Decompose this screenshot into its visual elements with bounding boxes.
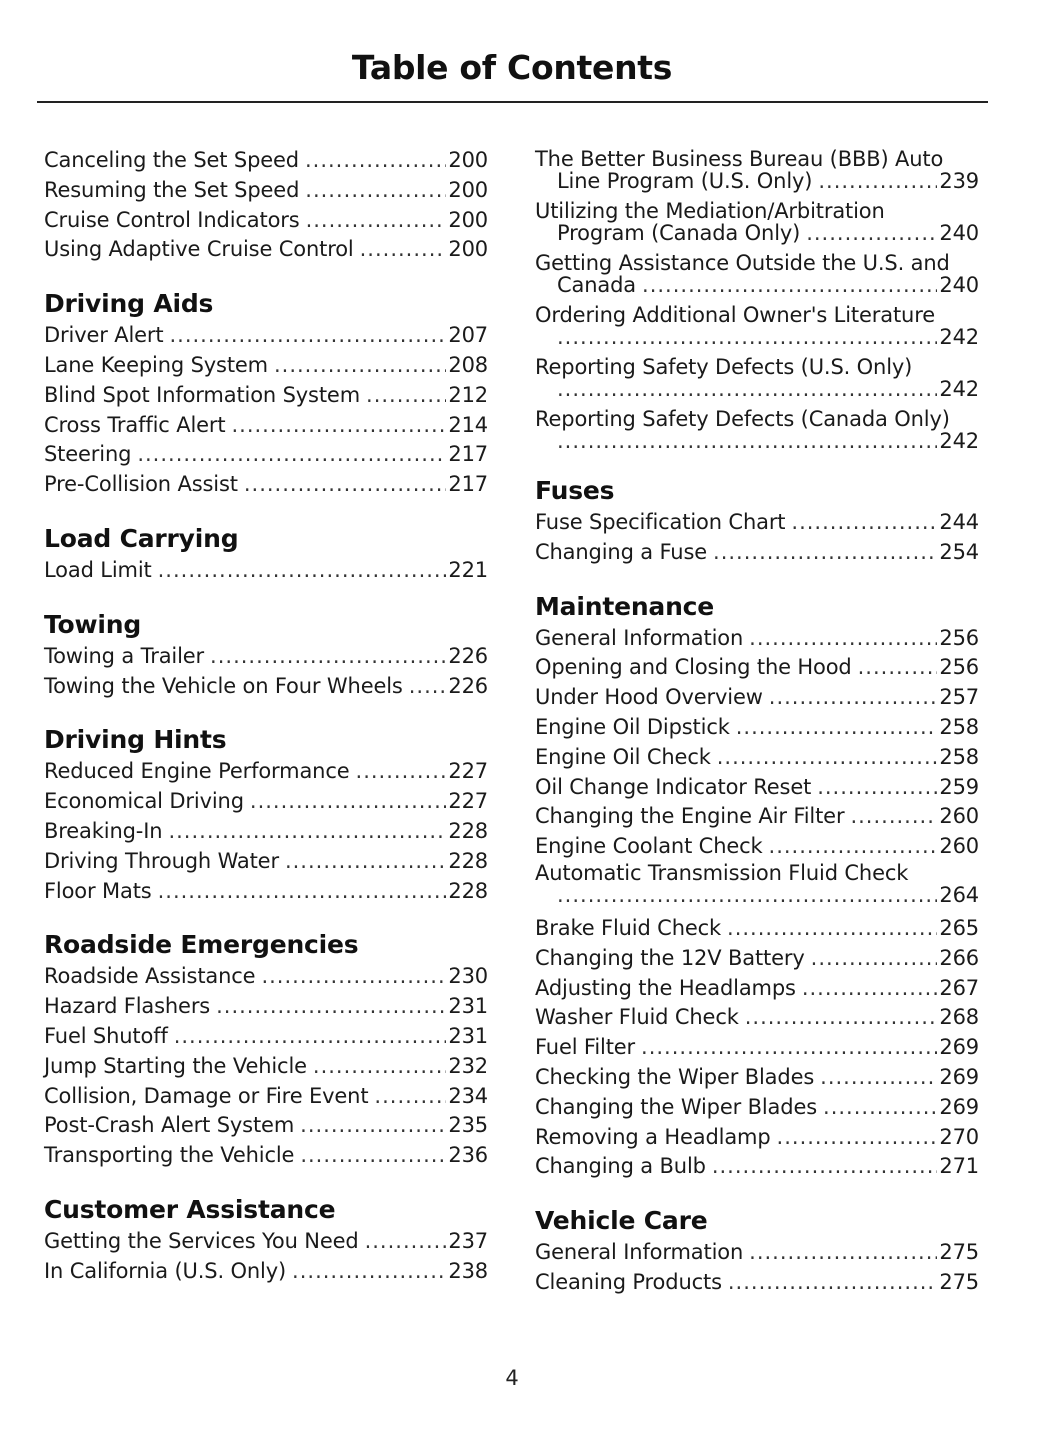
entry-continuation <box>535 170 979 192</box>
entry-title: Engine Coolant Check <box>535 834 763 859</box>
entry-title-continued: Program (Canada Only) <box>557 221 801 245</box>
dot-leader <box>769 832 938 862</box>
dot-leader <box>285 847 446 877</box>
entry-title: Changing the Engine Air Filter <box>535 804 845 829</box>
entry-page-number: 240 <box>939 221 979 245</box>
dot-leader <box>557 378 937 400</box>
entry-page-number: 240 <box>939 273 979 297</box>
entry-page-number: 269 <box>939 1064 979 1089</box>
dot-leader <box>306 206 447 236</box>
entry-page-number: 200 <box>448 177 488 202</box>
toc-entry[interactable] <box>44 847 488 877</box>
dot-leader <box>858 653 938 683</box>
toc-entry[interactable] <box>535 1238 979 1268</box>
toc-entry[interactable] <box>535 408 979 452</box>
entry-page-number: 242 <box>939 429 979 453</box>
entry-page-number: 256 <box>939 655 979 680</box>
entry-title: Jump Starting the Vehicle <box>44 1053 307 1078</box>
toc-entry[interactable] <box>44 1227 488 1257</box>
dot-leader <box>360 235 447 265</box>
entry-title: Fuel Shutoff <box>44 1023 168 1048</box>
entry-page-number: 235 <box>448 1113 488 1138</box>
toc-section <box>44 928 488 1171</box>
entry-page-number: 217 <box>448 472 488 497</box>
entry-page-number: 264 <box>939 882 979 907</box>
entry-title: Under Hood Overview <box>535 685 763 710</box>
toc-entry[interactable] <box>535 508 979 538</box>
entry-title: Automatic Transmission Fluid Check <box>535 860 909 885</box>
toc-entry[interactable] <box>535 356 979 400</box>
left-column <box>44 146 488 1309</box>
toc-entry[interactable] <box>44 877 488 907</box>
toc-section <box>44 1193 488 1287</box>
toc-entry[interactable] <box>535 802 979 832</box>
entry-page-number: 266 <box>939 945 979 970</box>
entry-title: General Information <box>535 625 744 650</box>
entry-title: Lane Keeping System <box>44 352 268 377</box>
toc-entry[interactable] <box>44 440 488 470</box>
dot-leader <box>713 538 937 568</box>
toc-entry[interactable] <box>535 713 979 743</box>
entry-page-number: 271 <box>939 1154 979 1179</box>
entry-title: Getting Assistance Outside the U.S. and <box>535 251 950 275</box>
entry-page-number: 260 <box>939 804 979 829</box>
entry-continuation <box>535 430 979 452</box>
dot-leader <box>820 1063 937 1093</box>
toc-entry[interactable] <box>44 1052 488 1082</box>
toc-entry[interactable] <box>535 653 979 683</box>
entry-title: Fuel Filter <box>535 1035 636 1060</box>
entry-title: General Information <box>535 1240 744 1265</box>
toc-entry[interactable] <box>535 1093 979 1123</box>
right-column <box>535 146 979 1320</box>
toc-entry[interactable] <box>44 146 488 176</box>
dot-leader <box>727 914 937 944</box>
toc-section <box>44 723 488 906</box>
entry-title: Opening and Closing the Hood <box>535 655 852 680</box>
dot-leader <box>231 411 446 441</box>
toc-entry[interactable] <box>535 1152 979 1182</box>
entry-page-number: 227 <box>448 759 488 784</box>
dot-leader <box>374 1082 446 1112</box>
entry-title: Utilizing the Mediation/Arbitration <box>535 199 885 223</box>
toc-section <box>44 287 488 500</box>
entry-title: Changing the 12V Battery <box>535 945 805 970</box>
toc-entry[interactable] <box>44 817 488 847</box>
toc-entry[interactable] <box>535 743 979 773</box>
entry-title: Towing the Vehicle on Four Wheels <box>44 673 403 698</box>
dot-leader <box>210 642 446 672</box>
entry-title: Reporting Safety Defects (U.S. Only) <box>535 355 913 379</box>
dot-leader <box>409 672 447 702</box>
toc-entry[interactable] <box>44 176 488 206</box>
page-number: 4 <box>505 1366 519 1390</box>
entry-page-number: 238 <box>448 1258 488 1283</box>
entry-title: Getting the Services You Need <box>44 1228 359 1253</box>
section-heading: Roadside Emergencies <box>44 930 359 960</box>
entry-page-number: 234 <box>448 1083 488 1108</box>
dot-leader <box>712 1152 938 1182</box>
dot-leader <box>168 817 446 847</box>
entry-page-number: 200 <box>448 148 488 172</box>
entry-title: Engine Oil Dipstick <box>535 714 730 739</box>
entry-page-number: 236 <box>448 1143 488 1168</box>
toc-entry[interactable] <box>44 787 488 817</box>
entry-title: In California (U.S. Only) <box>44 1258 287 1283</box>
entry-title: Changing a Bulb <box>535 1154 706 1179</box>
section-heading: Customer Assistance <box>44 1194 336 1224</box>
left-sections <box>44 287 488 1286</box>
dot-leader <box>366 381 446 411</box>
entry-title: Floor Mats <box>44 878 152 903</box>
toc-section <box>535 590 979 1183</box>
dot-leader <box>557 430 937 452</box>
entry-page-number: 226 <box>448 643 488 668</box>
dot-leader <box>292 1257 446 1287</box>
entry-page-number: 230 <box>448 964 488 989</box>
toc-entry[interactable] <box>535 624 979 654</box>
toc-entry[interactable] <box>535 1003 979 1033</box>
entry-page-number: 256 <box>939 625 979 650</box>
entry-title: Pre-Collision Assist <box>44 472 238 497</box>
entry-page-number: 207 <box>448 323 488 348</box>
dot-leader <box>261 962 446 992</box>
toc-entry[interactable] <box>44 206 488 236</box>
toc-entry[interactable] <box>44 351 488 381</box>
entry-page-number: 244 <box>939 510 979 534</box>
entry-title: Brake Fluid Check <box>535 915 722 940</box>
toc-entry[interactable] <box>535 148 979 192</box>
entry-page-number: 208 <box>448 352 488 377</box>
entry-title: Checking the Wiper Blades <box>535 1064 815 1089</box>
toc-entry[interactable] <box>535 1033 979 1063</box>
toc-entry[interactable] <box>44 411 488 441</box>
dot-leader <box>791 508 937 538</box>
toc-entry[interactable] <box>44 962 488 992</box>
toc-entry[interactable] <box>44 470 488 500</box>
entry-page-number: 228 <box>448 878 488 903</box>
entry-continuation <box>535 378 979 400</box>
dot-leader <box>216 992 446 1022</box>
dot-leader <box>736 713 938 743</box>
entry-page-number: 214 <box>448 412 488 437</box>
entry-page-number: 200 <box>448 207 488 232</box>
entry-page-number: 237 <box>448 1228 488 1253</box>
toc-section <box>535 1204 979 1298</box>
entry-title: Towing a Trailer <box>44 643 205 668</box>
left-intro-list <box>44 146 488 265</box>
entry-title: Removing a Headlamp <box>535 1124 771 1149</box>
toc-entry[interactable] <box>44 757 488 787</box>
dot-leader <box>818 170 937 192</box>
dot-leader <box>728 1268 937 1298</box>
entry-page-number: 257 <box>939 685 979 710</box>
entry-page-number: 258 <box>939 714 979 739</box>
entry-continuation <box>535 222 979 244</box>
toc-entry[interactable] <box>535 914 979 944</box>
entry-title: Engine Oil Check <box>535 744 711 769</box>
dot-leader <box>174 1022 447 1052</box>
entry-page-number: 228 <box>448 848 488 873</box>
right-sections <box>535 474 979 1298</box>
entry-title: Collision, Damage or Fire Event <box>44 1083 369 1108</box>
entry-title: Changing the Wiper Blades <box>535 1094 818 1119</box>
entry-page-number: 200 <box>448 237 488 262</box>
entry-page-number: 231 <box>448 994 488 1019</box>
right-intro-list <box>535 148 979 452</box>
dot-leader <box>250 787 446 817</box>
entry-page-number: 260 <box>939 834 979 859</box>
toc-entry[interactable] <box>44 1082 488 1112</box>
entry-title: Driver Alert <box>44 323 164 348</box>
entry-title: Steering <box>44 442 132 467</box>
toc-entry[interactable] <box>44 381 488 411</box>
dot-leader <box>557 326 937 348</box>
entry-title: Load Limit <box>44 557 152 582</box>
entry-page-number: 232 <box>448 1053 488 1078</box>
entry-title: The Better Business Bureau (BBB) Auto <box>535 147 944 171</box>
entry-title: Cleaning Products <box>535 1269 722 1294</box>
entry-page-number: 212 <box>448 382 488 407</box>
entry-title: Transporting the Vehicle <box>44 1143 295 1168</box>
title-divider <box>37 101 988 103</box>
page-title: Table of Contents <box>351 48 673 87</box>
entry-title: Canceling the Set Speed <box>44 148 299 172</box>
entry-title: Resuming the Set Speed <box>44 177 300 202</box>
toc-entry[interactable] <box>535 862 979 906</box>
section-heading: Driving Aids <box>44 289 214 319</box>
entry-title: Cross Traffic Alert <box>44 412 226 437</box>
entry-title: Washer Fluid Check <box>535 1005 739 1030</box>
section-heading: Vehicle Care <box>535 1206 708 1236</box>
dot-leader <box>305 146 446 176</box>
entry-title: Blind Spot Information System <box>44 382 361 407</box>
dot-leader <box>749 1238 937 1268</box>
entry-title: Cruise Control Indicators <box>44 207 300 232</box>
entry-title: Adjusting the Headlamps <box>535 975 796 1000</box>
section-heading: Maintenance <box>535 591 715 621</box>
entry-title: Breaking-In <box>44 818 163 843</box>
toc-entry[interactable] <box>44 1022 488 1052</box>
entry-page-number: 269 <box>939 1094 979 1119</box>
entry-continuation <box>535 274 979 296</box>
entry-page-number: 259 <box>939 774 979 799</box>
dot-leader <box>300 1141 446 1171</box>
dot-leader <box>557 884 937 906</box>
toc-entry[interactable] <box>535 1268 979 1298</box>
dot-leader <box>305 176 446 206</box>
entry-title: Oil Change Indicator Reset <box>535 774 812 799</box>
toc-section <box>535 474 979 568</box>
dot-leader <box>365 1227 447 1257</box>
section-heading: Fuses <box>535 476 615 505</box>
dot-leader <box>244 470 447 500</box>
dot-leader <box>300 1111 446 1141</box>
entry-title-continued: Canada <box>557 273 637 297</box>
dot-leader <box>811 944 938 974</box>
dot-leader <box>642 274 937 296</box>
entry-page-number: 221 <box>448 557 488 582</box>
toc-entry[interactable] <box>44 672 488 702</box>
dot-leader <box>158 556 447 586</box>
section-heading: Load Carrying <box>44 523 239 553</box>
entry-page-number: 242 <box>939 325 979 349</box>
entry-page-number: 275 <box>939 1269 979 1294</box>
toc-entry[interactable] <box>535 683 979 713</box>
toc-entry[interactable] <box>44 235 488 265</box>
entry-title: Reduced Engine Performance <box>44 759 350 784</box>
entry-title: Economical Driving <box>44 789 244 814</box>
entry-title: Hazard Flashers <box>44 994 211 1019</box>
entry-page-number: 265 <box>939 915 979 940</box>
dot-leader <box>137 440 446 470</box>
entry-title: Driving Through Water <box>44 848 279 873</box>
toc-entry[interactable] <box>535 200 979 244</box>
toc-entry[interactable] <box>535 1123 979 1153</box>
entry-page-number: 258 <box>939 744 979 769</box>
dot-leader <box>777 1123 938 1153</box>
entry-page-number: 270 <box>939 1124 979 1149</box>
dot-leader <box>274 351 446 381</box>
entry-title: Post-Crash Alert System <box>44 1113 295 1138</box>
dot-leader <box>823 1093 937 1123</box>
entry-title: Using Adaptive Cruise Control <box>44 237 354 262</box>
toc-entry[interactable] <box>535 1063 979 1093</box>
entry-page-number: 268 <box>939 1005 979 1030</box>
section-heading: Driving Hints <box>44 725 227 755</box>
entry-page-number: 267 <box>939 975 979 1000</box>
entry-title: Roadside Assistance <box>44 964 256 989</box>
toc-section <box>44 608 488 702</box>
section-heading: Towing <box>44 609 142 639</box>
toc-entry[interactable] <box>535 773 979 803</box>
toc-entry[interactable] <box>44 321 488 351</box>
toc-entry[interactable] <box>535 252 979 296</box>
entry-page-number: 269 <box>939 1035 979 1060</box>
entry-page-number: 217 <box>448 442 488 467</box>
toc-section <box>44 522 488 586</box>
toc-entry[interactable] <box>535 538 979 568</box>
entry-page-number: 242 <box>939 377 979 401</box>
entry-page-number: 254 <box>939 539 979 564</box>
toc-entry[interactable] <box>44 556 488 586</box>
dot-leader <box>158 877 447 907</box>
dot-leader <box>806 222 937 244</box>
entry-title: Changing a Fuse <box>535 539 708 564</box>
toc-entry[interactable] <box>44 642 488 672</box>
entry-page-number: 275 <box>939 1240 979 1265</box>
entry-page-number: 226 <box>448 673 488 698</box>
toc-entry[interactable] <box>44 992 488 1022</box>
entry-page-number: 231 <box>448 1023 488 1048</box>
toc-entry[interactable] <box>44 1111 488 1141</box>
entry-continuation <box>535 326 979 348</box>
dot-leader <box>745 1003 938 1033</box>
dot-leader <box>356 757 447 787</box>
dot-leader <box>817 773 937 803</box>
toc-entry[interactable] <box>535 974 979 1004</box>
entry-page-number: 227 <box>448 789 488 814</box>
dot-leader <box>850 802 937 832</box>
entry-page-number: 228 <box>448 818 488 843</box>
dot-leader <box>717 743 938 773</box>
entry-title: Fuse Specification Chart <box>535 510 786 534</box>
toc-entry[interactable] <box>44 1257 488 1287</box>
dot-leader <box>169 321 446 351</box>
entry-continuation <box>535 884 979 906</box>
entry-title: Reporting Safety Defects (Canada Only) <box>535 407 950 431</box>
entry-page-number: 239 <box>939 169 979 193</box>
toc-entry[interactable] <box>535 944 979 974</box>
toc-entry[interactable] <box>535 832 979 862</box>
toc-entry[interactable] <box>535 304 979 348</box>
dot-leader <box>802 974 938 1004</box>
entry-title-continued: Line Program (U.S. Only) <box>557 169 813 193</box>
entry-title: Ordering Additional Owner's Literature <box>535 303 936 327</box>
dot-leader <box>313 1052 446 1082</box>
dot-leader <box>641 1033 937 1063</box>
dot-leader <box>769 683 938 713</box>
toc-entry[interactable] <box>44 1141 488 1171</box>
dot-leader <box>749 624 937 654</box>
